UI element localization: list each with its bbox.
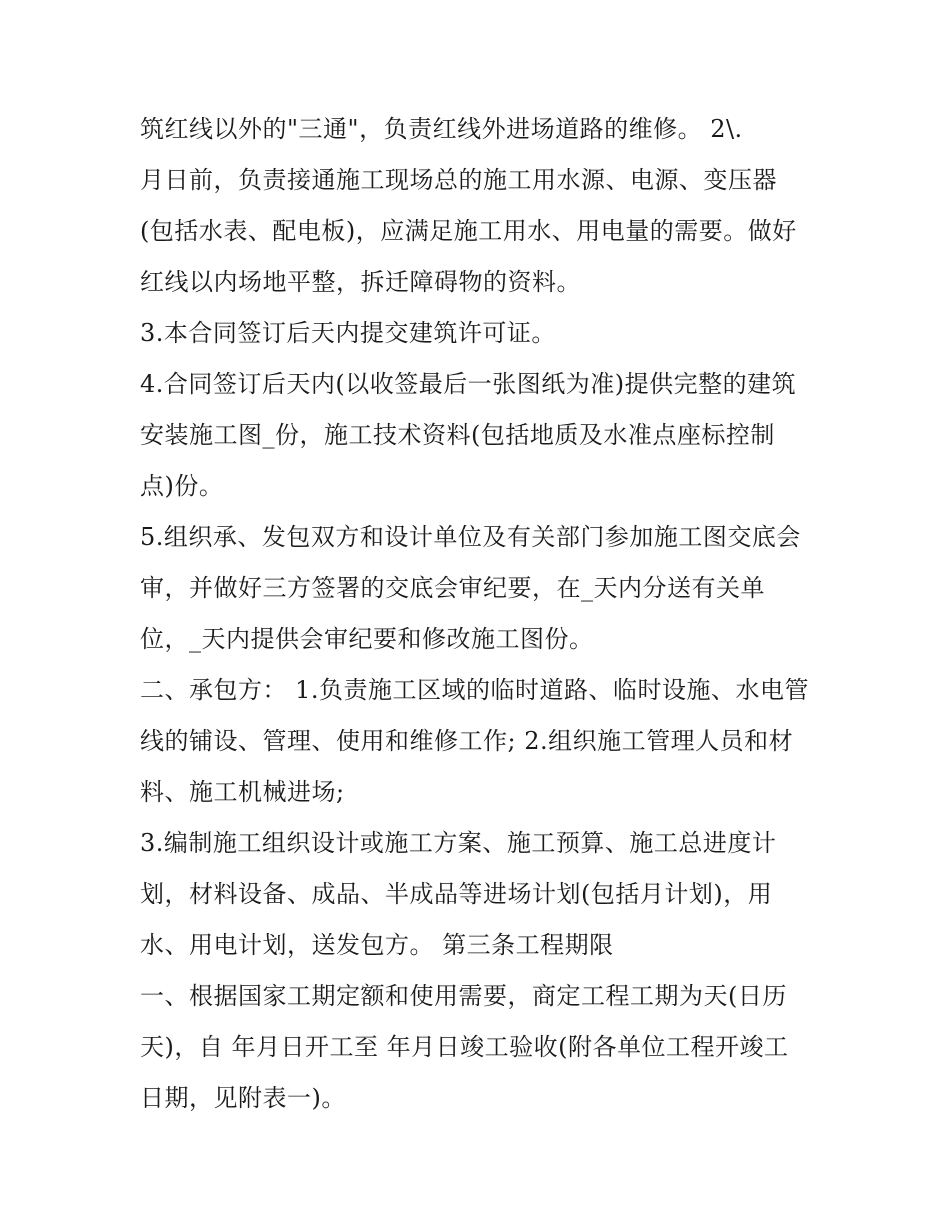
text-line: 一、根据国家工期定额和使用需要，商定工程工期为天(日历 [140, 982, 787, 1010]
text-line: 月日前，负责接通施工现场总的施工用水源、电源、变压器 [140, 166, 777, 194]
text-line: (包括水表、配电板)，应满足施工用水、用电量的需要。做好 [140, 217, 797, 245]
text-line: 审，并做好三方签署的交底会审纪要，在_天内分送有关单 [140, 574, 765, 602]
text-line: 筑红线以外的"三通"，负责红线外进场道路的维修。 2\. [140, 115, 743, 143]
text-line: 4.合同签订后天内(以收签最后一张图纸为准)提供完整的建筑 [140, 370, 797, 398]
text-line: 天)，自 年月日开工至 年月日竣工验收(附各单位工程开竣工 [140, 1033, 789, 1061]
text-line: 点)份。 [140, 472, 224, 500]
text-line: 划，材料设备、成品、半成品等进场计划(包括月计划)，用 [140, 880, 773, 908]
text-line: 位，_天内提供会审纪要和修改施工图份。 [140, 625, 594, 653]
text-line: 5.组织承、发包双方和设计单位及有关部门参加施工图交底会 [140, 523, 801, 551]
text-line: 安装施工图_份，施工技术资料(包括地质及水准点座标控制 [140, 421, 775, 449]
text-line: 线的铺设、管理、使用和维修工作; 2.组织施工管理人员和材 [140, 727, 794, 755]
text-line: 料、施工机械进场; [140, 778, 345, 806]
text-line: 3.本合同签订后天内提交建筑许可证。 [140, 319, 556, 347]
text-line: 3.编制施工组织设计或施工方案、施工预算、施工总进度计 [140, 829, 777, 857]
text-line: 日期，见附表一)。 [140, 1084, 346, 1112]
text-line: 二、承包方： 1.负责施工区域的临时道路、临时设施、水电管 [140, 676, 810, 704]
text-line: 水、用电计划，送发包方。 第三条工程期限 [140, 931, 614, 959]
text-line: 红线以内场地平整，拆迁障碍物的资料。 [140, 268, 581, 296]
document-body [140, 104, 820, 1124]
